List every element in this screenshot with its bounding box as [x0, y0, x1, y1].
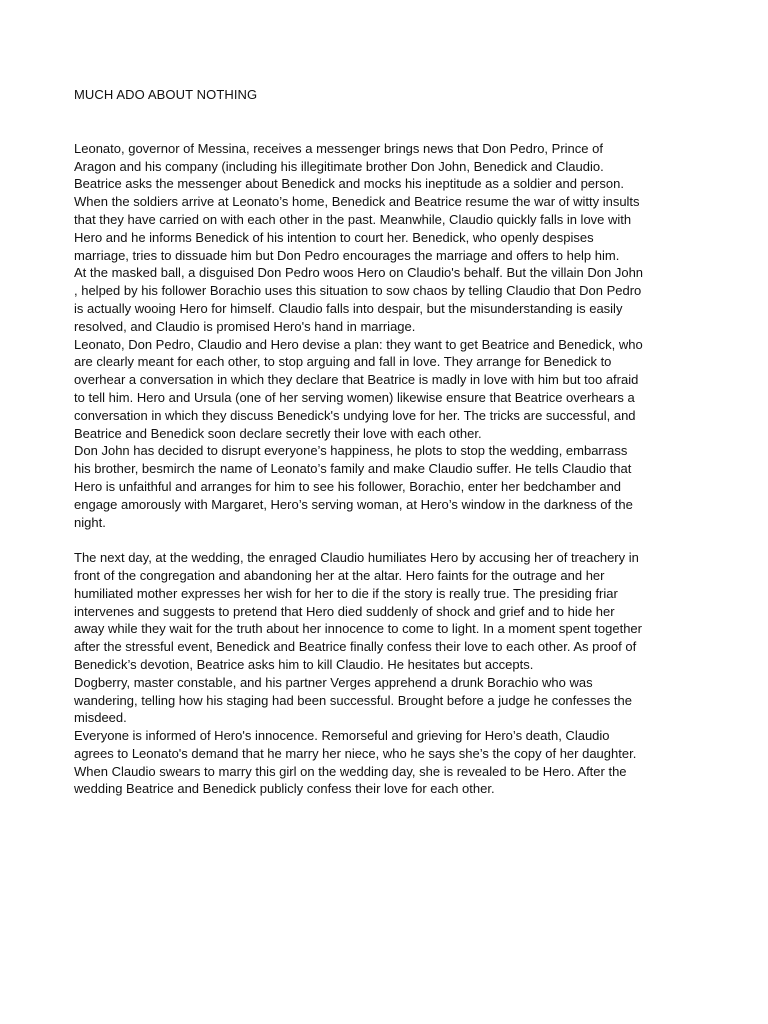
document-page [74, 86, 646, 798]
paragraph-witty-insults: When the soldiers arrive at Leonato’s home, Benedick and Beatrice resume the war of witty insults that they have carried on with each other in the past. Meanwhile, Claudio quickly falls in love with Hero and he informs Benedick of his intention to court her. Benedick, who openly despises marriage, tries to dissuade him but Don Pedro encourages the marriage and offers to help him. [74, 194, 640, 263]
paragraph-dogberry: Dogberry, master constable, and his partner Verges apprehend a drunk Borachio who was wandering, telling how his staging had been successful. Brought before a judge he confesses the misdeed. [74, 674, 632, 726]
document-body [74, 140, 646, 798]
document-title: MUCH ADO ABOUT NOTHING [74, 87, 258, 102]
paragraph-arrival: Leonato, governor of Messina, receives a messenger brings news that Don Pedro, Prince of Aragon and his company (including his illegitimate brother Don John, Benedick and Claudio. Beatrice asks the messenger about Benedick and mocks his ineptitude as a soldier and person. [74, 140, 624, 192]
paragraph-masked-ball: At the masked ball, a disguised Don Pedro woos Hero on Claudio's behalf. But the villain Don John , helped by his follower Borachio uses this situation to sow chaos by telling Claudio that Don Pedro is actually wooing Hero for himself. Claudio falls into despair, but the misunderstanding is easily resolved, and Claudio is promised Hero's hand in marriage. [74, 265, 644, 334]
paragraph-don-john-plot: Don John has decided to disrupt everyone’s happiness, he plots to stop the wedding, embarrass his brother, besmirch the name of Leonato’s family and make Claudio suffer. He tells Claudio that Hero is unfaithful and arranges for him to see his follower, Borachio, enter her bedchamber and engage amorously with Margaret, Hero’s serving woman, at Hero’s window in the darkness of the night. [74, 443, 633, 530]
paragraph-resolution: Everyone is informed of Hero's innocence. Remorseful and grieving for Hero’s death, Claudio agrees to Leonato's demand that he marry her niece, who he says she’s the copy of her daughter. When Claudio swears to marry this girl on the wedding day, she is revealed to be Hero. After the wedding Beatrice and Benedick publicly confess their love for each other. [74, 728, 637, 797]
paragraph-spacer [74, 531, 646, 549]
paragraph-matchmaking-plan: Leonato, Don Pedro, Claudio and Hero devise a plan: they want to get Beatrice and Benedick, who are clearly meant for each other, to stop arguing and fall in love. They arrange for Benedick to overhear a conversation in which they declare that Beatrice is madly in love with him but too afraid to tell him. Hero and Ursula (one of her serving women) likewise ensure that Beatrice overhears a conversation in which they discuss Benedick's undying love for her. The tricks are successful, and Beatrice and Benedick soon declare secretly their love with each other. [74, 336, 643, 441]
paragraph-wedding: The next day, at the wedding, the enraged Claudio humiliates Hero by accusing her of treachery in front of the congregation and abandoning her at the altar. Hero faints for the outrage and her humiliated mother expresses her wish for her to die if the story is really true. The presiding friar intervenes and suggests to pretend that Hero died suddenly of shock and grief and to hide her away while they wait for the truth about her innocence to come to light. In a moment spent together after the stressful event, Benedick and Beatrice finally confess their love to each other. As proof of Benedick’s devotion, Beatrice asks him to kill Claudio. He hesitates but accepts. [74, 550, 642, 672]
